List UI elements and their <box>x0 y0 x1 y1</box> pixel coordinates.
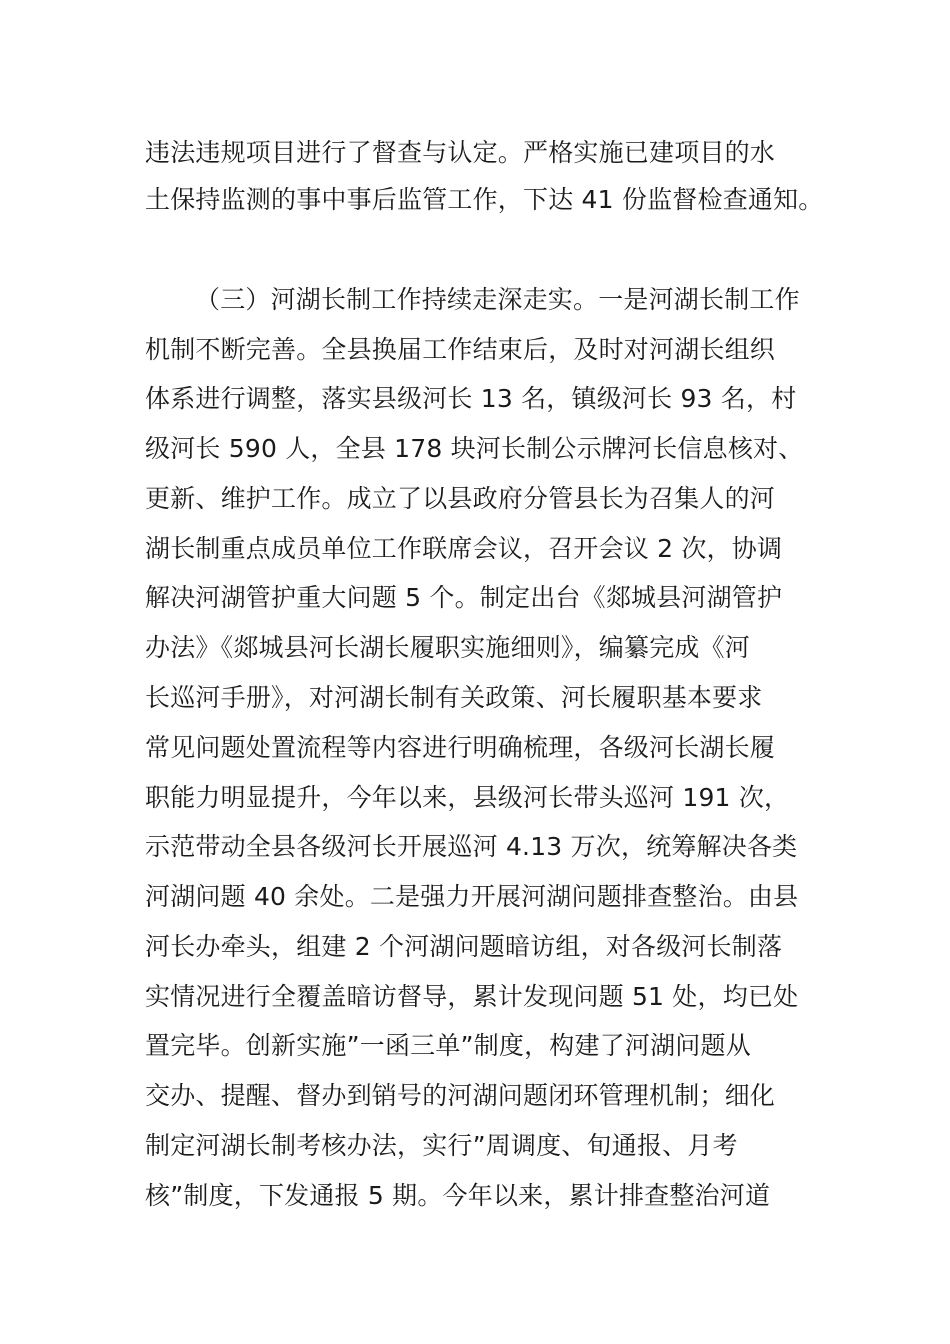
text-line: 解决河湖管护重大问题 5 个。制定出台《郯城县河湖管护 <box>145 583 783 612</box>
section-heading-line: （三）河湖长制工作持续走深走实。一是河湖长制工作 <box>195 285 800 314</box>
text-line: 体系进行调整，落实县级河长 13 名，镇级河长 93 名，村 <box>145 384 797 413</box>
text-line: 办法》《郯城县河长湖长履职实施细则》，编纂完成《河 <box>145 633 751 662</box>
text-line: 实情况进行全覆盖暗访督导，累计发现问题 51 处，均已处 <box>145 982 799 1011</box>
text-line: 机制不断完善。全县换届工作结束后，及时对河湖长组织 <box>145 335 776 364</box>
text-line: 示范带动全县各级河长开展巡河 4.13 万次，统筹解决各类 <box>145 832 798 861</box>
text-line: 交办、提醒、督办到销号的河湖问题闭环管理机制；细化 <box>145 1081 776 1110</box>
text-line: 土保持监测的事中事后监管工作，下达 41 份监督检查通知。 <box>145 185 824 214</box>
text-line: 河长办牵头，组建 2 个河湖问题暗访组，对各级河长制落 <box>145 932 783 961</box>
text-line: 更新、维护工作。成立了以县政府分管县长为召集人的河 <box>145 484 776 513</box>
text-line: 违法违规项目进行了督查与认定。严格实施已建项目的水 <box>145 138 776 167</box>
text-line: 长巡河手册》，对河湖长制有关政策、河长履职基本要求 <box>145 683 763 712</box>
text-line: 级河长 590 人，全县 178 块河长制公示牌河长信息核对、 <box>145 434 804 463</box>
text-line: 核”制度，下发通报 5 期。今年以来，累计排查整治河道 <box>145 1181 771 1210</box>
text-line: 河湖问题 40 余处。二是强力开展河湖问题排查整治。由县 <box>145 882 799 911</box>
text-line: 常见问题处置流程等内容进行明确梳理，各级河长湖长履 <box>145 733 776 762</box>
text-line: 制定河湖长制考核办法，实行”周调度、旬通报、月考 <box>145 1131 738 1160</box>
text-line: 湖长制重点成员单位工作联席会议，召开会议 2 次，协调 <box>145 534 783 563</box>
text-line: 职能力明显提升，今年以来，县级河长带头巡河 191 次， <box>145 783 790 812</box>
text-line: 置完毕。创新实施”一函三单”制度，构建了河湖问题从 <box>145 1031 751 1060</box>
